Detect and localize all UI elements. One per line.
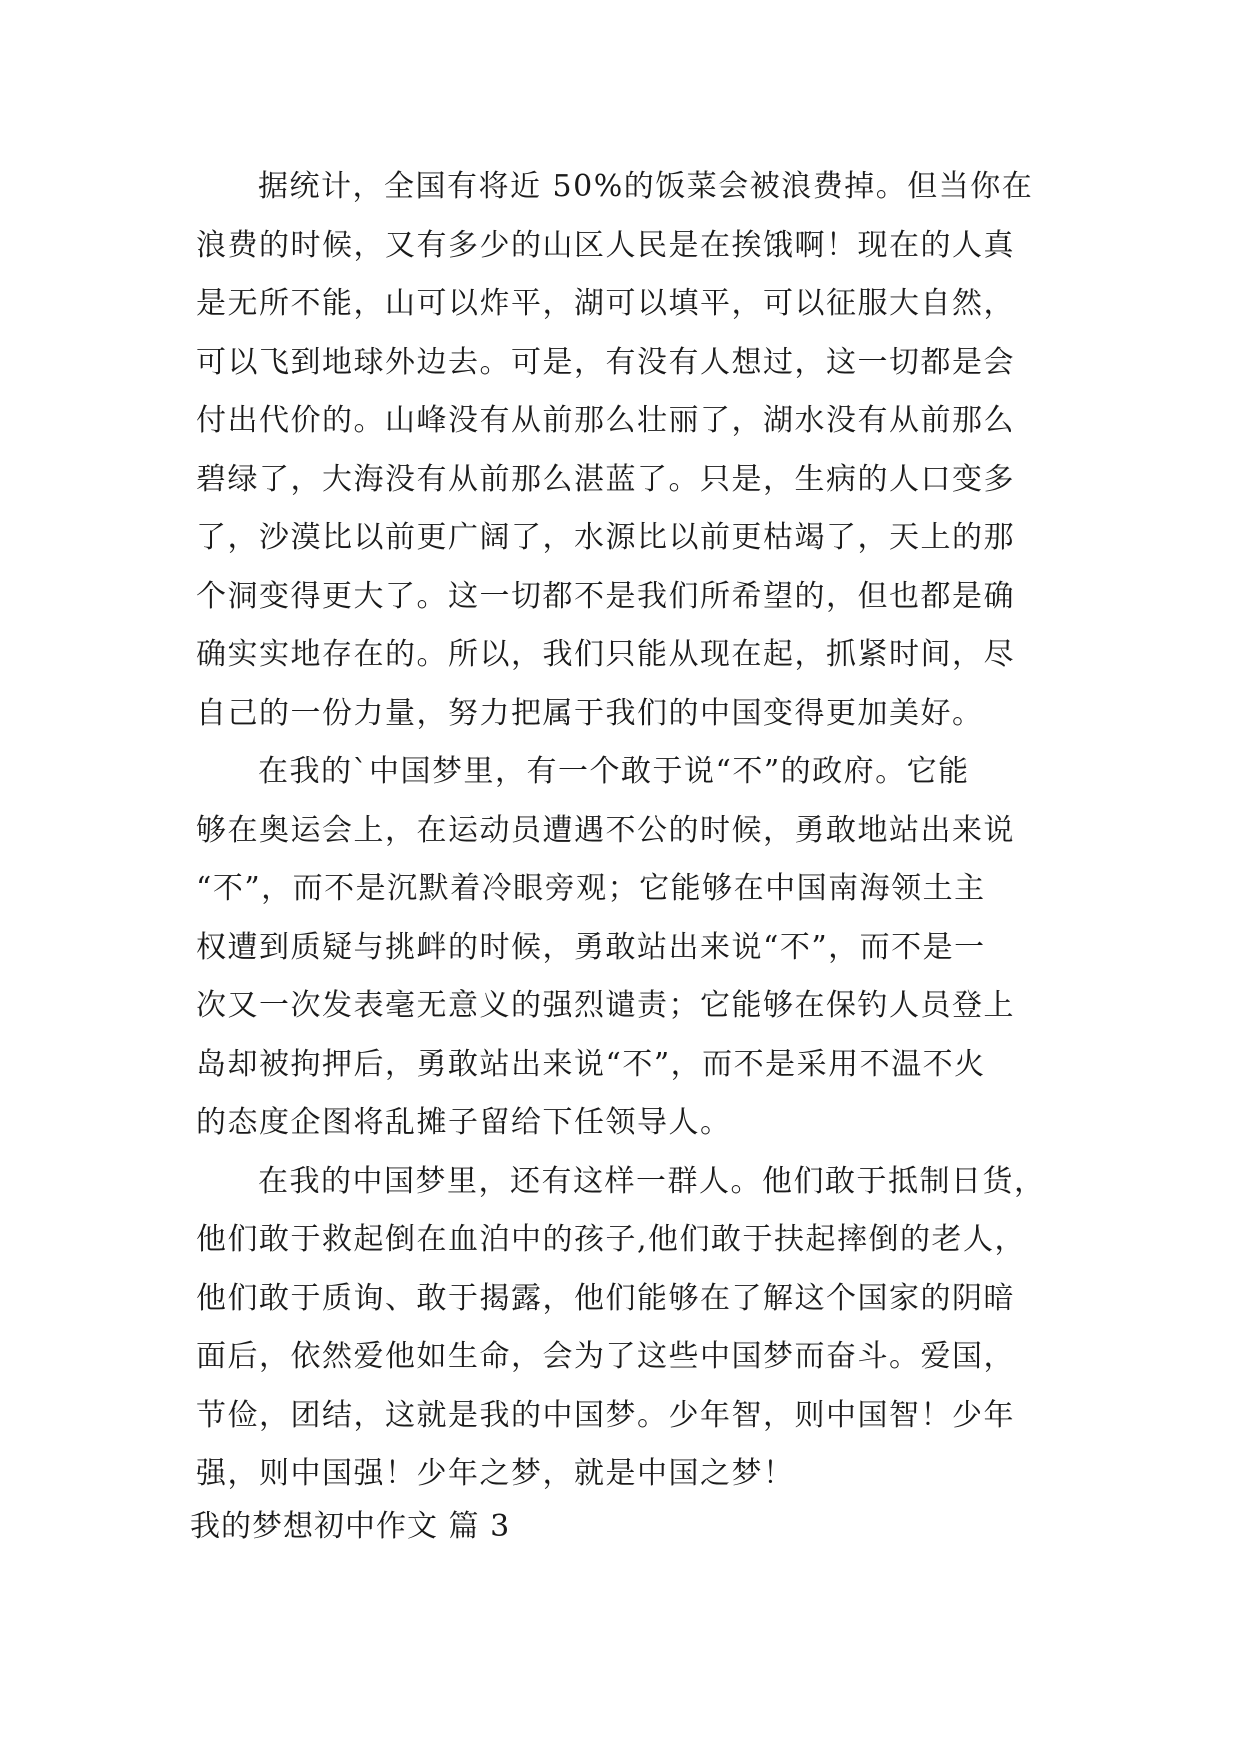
text-line: 据统计，全国有将近 50%的饭菜会被浪费掉。但当你在 [258, 169, 1034, 204]
text-line: 次又一次发表毫无意义的强烈谴责；它能够在保钓人员登上 [196, 988, 1015, 1023]
text-line: 付出代价的。山峰没有从前那么壮丽了，湖水没有从前那么 [196, 403, 1015, 438]
text-line: 自己的一份力量，努力把属于我们的中国变得更加美好。 [196, 695, 984, 731]
text-line: 够在奥运会上，在运动员遭遇不公的时候，勇敢地站出来说 [196, 812, 1015, 848]
text-line: 确实实地存在的。所以，我们只能从现在起，抓紧时间，尽 [196, 637, 1015, 672]
text-line: 在我的`中国梦里，有一个敢于说“不”的政府。它能 [258, 754, 970, 789]
text-line: 了，沙漠比以前更广阔了，水源比以前更枯竭了，天上的那 [196, 520, 1015, 555]
text-line: 在我的中国梦里，还有这样一群人。他们敢于抵制日货， [258, 1163, 1046, 1199]
text-line: 可以飞到地球外边去。可是，有没有人想过，这一切都是会 [196, 344, 1015, 380]
section-heading: 我的梦想初中作文 篇 3 [190, 1509, 511, 1544]
text-line: 他们敢于救起倒在血泊中的孩子,他们敢于扶起摔倒的老人， [196, 1222, 1027, 1257]
text-line: 碧绿了，大海没有从前那么湛蓝了。只是，生病的人口变多 [196, 461, 1015, 497]
text-line: 是无所不能，山可以炸平，湖可以填平，可以征服大自然， [196, 286, 1015, 321]
text-line: 他们敢于质询、敢于揭露，他们能够在了解这个国家的阴暗 [196, 1280, 1015, 1316]
paragraph-people [196, 1153, 1056, 1504]
text-line: 的态度企图将乱摊子留给下任领导人。 [196, 1105, 732, 1140]
paragraph-food-waste [196, 158, 1056, 743]
paragraph-government [196, 743, 1056, 1153]
text-line: 个洞变得更大了。这一切都不是我们所希望的，但也都是确 [196, 578, 1015, 614]
text-line: 岛却被拘押后，勇敢站出来说“不”，而不是采用不温不火 [196, 1046, 986, 1082]
text-line: 节俭，团结，这就是我的中国梦。少年智，则中国智！少年 [196, 1397, 1015, 1433]
document-body [196, 158, 1056, 1504]
text-line: 权遭到质疑与挑衅的时候，勇敢站出来说“不”，而不是一 [196, 929, 986, 965]
text-line: 面后，依然爱他如生命，会为了这些中国梦而奋斗。爱国， [196, 1339, 1015, 1374]
text-line: 强，则中国强！少年之梦，就是中国之梦！ [196, 1456, 795, 1491]
text-line: 浪费的时候，又有多少的山区人民是在挨饿啊！现在的人真 [196, 227, 1015, 263]
text-line: “不”，而不是沉默着冷眼旁观；它能够在中国南海领土主 [196, 871, 986, 906]
